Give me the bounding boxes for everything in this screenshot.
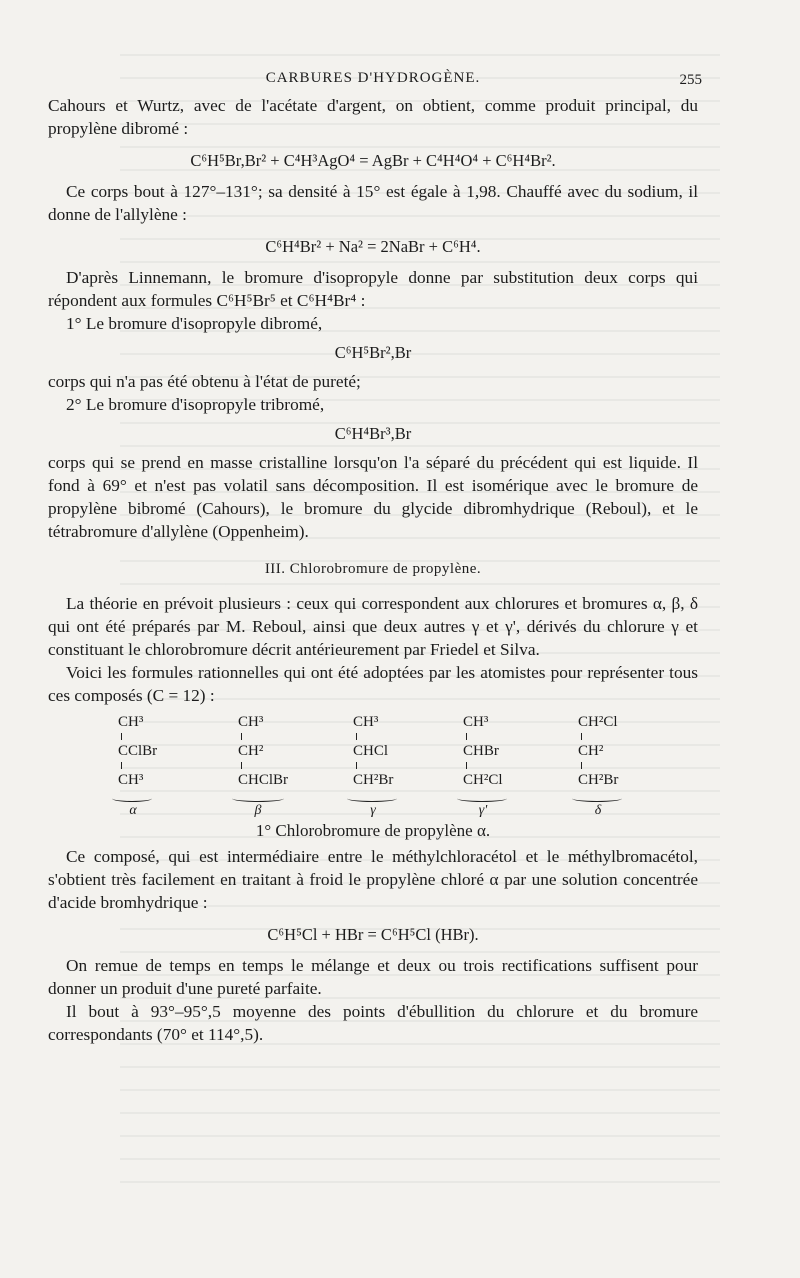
brace xyxy=(347,795,397,802)
bond-line xyxy=(581,733,582,740)
subheading: 1° Chlorobromure de propylène α. xyxy=(255,821,491,840)
formula-atom: CHClBr xyxy=(238,772,289,788)
page xyxy=(48,66,702,1046)
bond-line xyxy=(241,733,242,740)
formula-delta xyxy=(578,711,622,819)
bond-line xyxy=(466,762,467,769)
formula-atom: CH²Br xyxy=(578,772,619,788)
paragraph-9: On remue de temps en temps le mélange et deux ou trois rectifications suffisent pour donner un produit d'une pureté parfaite. xyxy=(48,956,698,998)
running-title: CARBURES D'HYDROGÈNE. xyxy=(265,70,481,86)
equation-2: C⁶H⁴Br² + Na² = 2NaBr + C⁶H⁴. xyxy=(265,237,481,256)
formula-atom: CClBr xyxy=(118,743,158,759)
bond-line xyxy=(356,733,357,740)
formula-gamma-prime xyxy=(463,711,507,819)
paragraph-2: Ce corps bout à 127°–131°; sa densité à 15° est égale à 1,98. Chauffé avec du sodium, il donne de l'allylène : xyxy=(48,182,698,224)
bond-line xyxy=(121,733,122,740)
brace xyxy=(457,795,507,802)
formula-atom: CH²Cl xyxy=(463,772,503,788)
formula-atom: CH² xyxy=(578,743,604,759)
isomer-letter: γ' xyxy=(478,803,488,818)
item-2: 2° Le bromure d'isopropyle tribromé, xyxy=(66,395,325,414)
paragraph-8: Ce composé, qui est intermédiaire entre le méthylchloracétol et le méthylbromacétol, s'obtient très facilement en traitant à froid le propylène chloré α par une solution concentrée d'acide bromhydrique : xyxy=(48,847,698,912)
page-header xyxy=(48,66,702,94)
paragraph-5: corps qui se prend en masse cristalline lorsqu'on l'a séparé du précédent qui est liquide. Il fond à 69° et n'est pas volatil sans décomposition. Il est isomérique avec le bromure de propylène bibromé (Cahours), le bromure du glycide dibromhydrique (Reboul), et le tétrabromure d'allylène (Oppenheim). xyxy=(48,453,698,541)
formula-atom: CH²Cl xyxy=(578,714,618,730)
page-number: 255 xyxy=(679,72,702,88)
formula-atom: CHBr xyxy=(463,743,499,759)
brace xyxy=(572,795,622,802)
isomer-letter: α xyxy=(129,803,137,818)
formula-atom: CH³ xyxy=(118,772,144,788)
paragraph-10: Il bout à 93°–95°,5 moyenne des points d'ébullition du chlorure et du bromure correspondants (70° et 114°,5). xyxy=(48,1002,698,1044)
equation-3: C⁶H⁵Br²,Br xyxy=(334,343,412,362)
brace xyxy=(232,795,284,802)
bond-line xyxy=(241,762,242,769)
formula-alpha xyxy=(118,711,157,819)
formula-atom: CH³ xyxy=(238,714,264,730)
paragraph-1: Cahours et Wurtz, avec de l'acétate d'argent, on obtient, comme produit principal, du propylène dibromé : xyxy=(48,96,698,138)
bond-line xyxy=(581,762,582,769)
formula-atom: CHCl xyxy=(353,743,389,759)
paragraph-3: D'après Linnemann, le bromure d'isopropyle donne par substitution deux corps qui répondent aux formules C⁶H⁵Br⁵ et C⁶H⁴Br⁴ : xyxy=(48,268,698,310)
item-1: 1° Le bromure d'isopropyle dibromé, xyxy=(66,314,323,333)
formula-atom: CH³ xyxy=(118,714,144,730)
paragraph-7: Voici les formules rationnelles qui ont été adoptées par les atomistes pour représenter tous ces composés (C = 12) : xyxy=(48,663,698,705)
equation-1: C⁶H⁵Br,Br² + C⁴H³AgO⁴ = AgBr + C⁴H⁴O⁴ + C⁶H⁴Br². xyxy=(190,151,556,170)
paragraph-4: corps qui n'a pas été obtenu à l'état de pureté; xyxy=(48,372,361,391)
isomer-letter: γ xyxy=(370,803,376,818)
formula-atom: CH² xyxy=(238,743,264,759)
formula-atom: CH³ xyxy=(463,714,489,730)
structural-formulas xyxy=(48,711,698,818)
bond-line xyxy=(356,762,357,769)
paragraph-6: La théorie en prévoit plusieurs : ceux qui correspondent aux chlorures et bromures α, β, δ qui ont été préparés par M. Reboul, ainsi que deux autres γ et γ', dérivés du chlorure γ et constituant le chlorobromure décrit antérieurement par Friedel et Silva. xyxy=(48,594,698,659)
isomer-letter: β xyxy=(254,803,262,818)
isomer-letter: δ xyxy=(594,803,602,818)
formula-atom: CH²Br xyxy=(353,772,394,788)
formula-gamma xyxy=(353,711,397,819)
bond-line xyxy=(121,762,122,769)
brace xyxy=(112,795,152,802)
formula-beta xyxy=(238,711,288,819)
equation-4: C⁶H⁴Br³,Br xyxy=(334,424,412,443)
formula-atom: CH³ xyxy=(353,714,379,730)
bond-line xyxy=(466,733,467,740)
equation-5: C⁶H⁵Cl + HBr = C⁶H⁵Cl (HBr). xyxy=(267,925,479,944)
section-heading: III. Chlorobromure de propylène. xyxy=(264,561,482,577)
